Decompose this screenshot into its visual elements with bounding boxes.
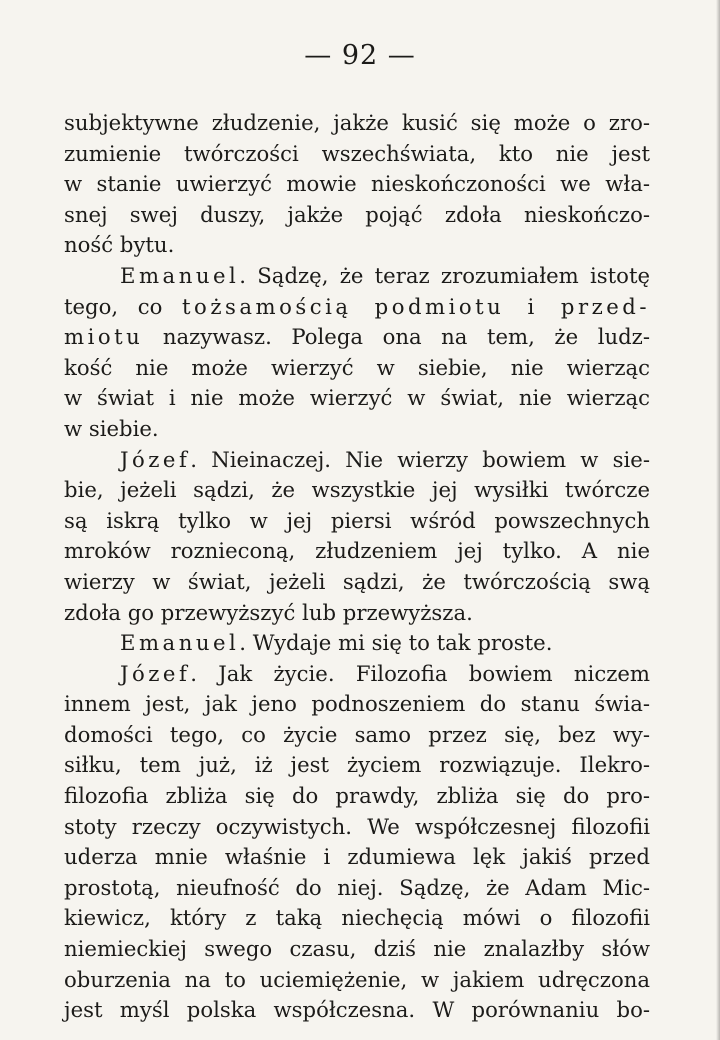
page-number: — 92 —	[304, 40, 416, 71]
text-line: zumienie twórczości wszechświata, kto nie jest	[64, 140, 650, 166]
text-line: snej swej duszy, jakże pojąć zdoła nieskończo-	[64, 201, 650, 227]
emphasis-text: tożsamością podmiotu i przed-	[182, 293, 650, 319]
text-line: kość nie może wierzyć w siebie, nie wierząc	[64, 354, 650, 380]
text-line: subjektywne złudzenie, jakże kusić się może o zro-	[64, 110, 650, 135]
speaker-name: Józef	[120, 446, 191, 472]
speaker-name: Emanuel	[120, 262, 240, 288]
text-line: domości tego, co życie samo przez się, bez wy-	[64, 721, 650, 747]
text-line: innem jest, jak jeno podnoszeniem do stanu świa-	[64, 691, 650, 717]
text-line: jest myśl polska współczesna. W porównaniu bo-	[64, 997, 650, 1023]
text-line: oburzenia na to uciemiężenie, w jakiem udręczona	[64, 966, 650, 992]
page-edge-shadow	[716, 0, 720, 1040]
text-line: bie, jeżeli sądzi, że wszystkie jej wysiłki twórcze	[64, 477, 650, 503]
text-line: kiewicz, który z taką niechęcią mówi o filozofii	[64, 905, 650, 931]
text-line: siłku, tem już, iż jest życiem rozwiązuje. Ilekro-	[64, 752, 650, 778]
body-text	[64, 108, 650, 1026]
text-line: Józef. Jak życie. Filozofia bowiem niczem	[120, 660, 650, 686]
speaker-name: Emanuel	[120, 630, 240, 656]
text-line: Emanuel. Sądzę, że teraz zrozumiałem istotę	[120, 262, 650, 288]
text-line: uderza mnie właśnie i zdumiewa lęk jakiś przed	[64, 844, 650, 870]
text-line: filozofia zbliża się do prawdy, zbliża się do pro-	[64, 783, 650, 809]
text-line: zdoła go przewyższyć lub przewyższa.	[64, 599, 473, 625]
text-line: tego, co tożsamością podmiotu i przed-	[64, 293, 650, 319]
text-line: w stanie uwierzyć mowie nieskończoności we wła-	[64, 171, 650, 197]
text-line: Józef. Nieinaczej. Nie wierzy bowiem w sie-	[120, 446, 650, 472]
text-line: mroków roznieconą, złudzeniem jej tylko. A nie	[64, 538, 650, 564]
text-line: prostotą, nieufność do niej. Sądzę, że Adam Mic-	[64, 874, 650, 900]
speaker-name: Józef	[120, 660, 191, 686]
text-line: w świat i nie może wierzyć w świat, nie wierząc	[64, 385, 650, 411]
emphasis-text: miotu	[64, 324, 144, 350]
text-line: są iskrą tylko w jej piersi wśród powszechnych	[64, 507, 650, 533]
text-line: w siebie.	[64, 415, 159, 441]
text-line: wierzy w świat, jeżeli sądzi, że twórczością swą	[64, 568, 650, 594]
text-line: ność bytu.	[64, 232, 175, 258]
text-line: stoty rzeczy oczywistych. We współczesnej filozofii	[64, 813, 650, 839]
text-line: niemieckiej swego czasu, dziś nie znalazłby słów	[64, 936, 650, 962]
text-line: miotu nazywasz. Polega ona na tem, że ludz-	[64, 324, 650, 350]
text-line: Emanuel. Wydaje mi się to tak proste.	[120, 630, 553, 656]
